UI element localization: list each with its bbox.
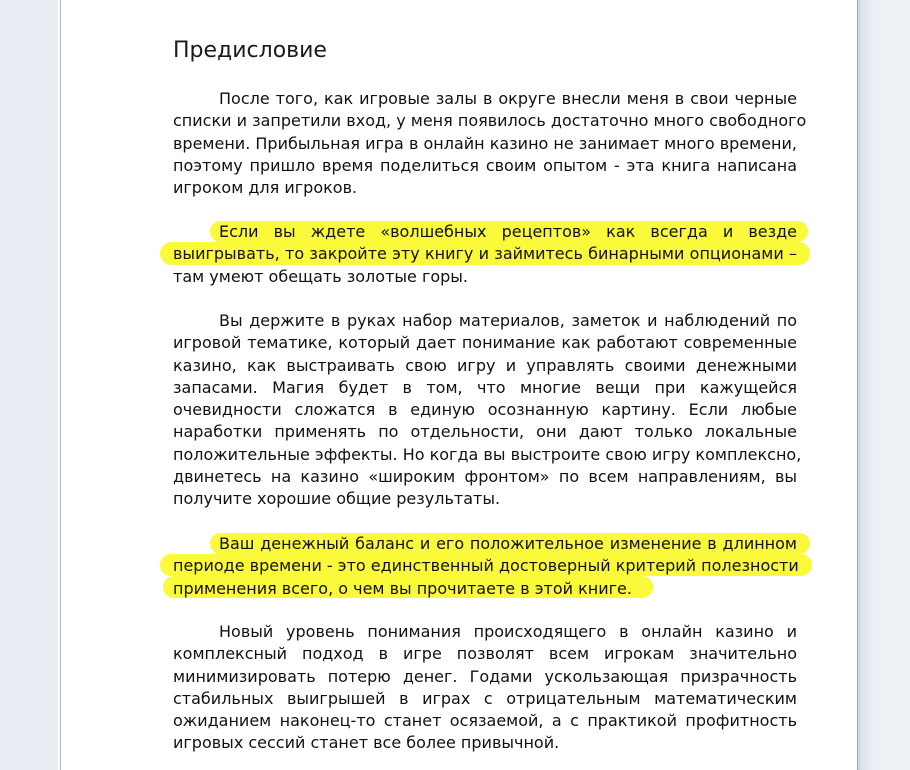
paragraph-highlighted-1 (173, 221, 797, 288)
paragraph-preface-3 (173, 621, 797, 755)
text-line: После того, как игровые залы в округе внесли меня в свои черные (219, 89, 797, 108)
text-line: применения всего, о чем вы прочитаете в этой книге. (173, 578, 632, 598)
text-line: поэтому пришло время поделиться своим опытом - эта книга написана (173, 155, 797, 175)
text-line: игровой тематике, который дает понимание как работают современные (173, 333, 797, 353)
text-line: наработки применять по отдельности, они дают только локальные (173, 422, 797, 442)
text-line: выигрывать, то закройте эту книгу и займитесь бинарными опционами – (173, 244, 797, 264)
document-heading: Предисловие (173, 38, 327, 63)
paragraph-highlighted-2 (173, 533, 797, 600)
paragraph-preface-1 (173, 88, 807, 199)
text-line: там умеют обещать золотые горы. (173, 266, 469, 286)
text-line: комплексный подход в игре позволят всем игрокам значительно (173, 644, 797, 664)
text-line: двинетесь на казино «широким фронтом» по всем направлениям, вы (173, 467, 797, 487)
text-line: времени. Прибыльная игра в онлайн казино не занимает много времени, (173, 133, 797, 153)
text-line: ожиданием наконец-то станет осязаемой, а с практикой профитность (173, 711, 797, 731)
workspace-right-margin (856, 0, 910, 770)
text-line: стабильных выигрышей в играх с отрицательным математическим (173, 688, 797, 708)
text-line: Ваш денежный баланс и его положительное изменение в длинном (219, 534, 797, 553)
text-line: списки и запретили вход, у меня появилось достаточно много свободного (173, 111, 807, 131)
paragraph-preface-2 (173, 310, 802, 511)
text-line: периоде времени - это единственный достоверный критерий полезности (173, 556, 799, 576)
text-line: минимизировать потерю денег. Годами ускользающая призрачность (173, 666, 797, 686)
text-line: очевидности сложатся в единую осознанную картину. Если любые (173, 400, 797, 420)
text-line: казино, как выстраивать свою игру и управлять своими денежными (173, 355, 797, 375)
text-line: Если вы ждете «волшебных рецептов» как всегда и везде (219, 222, 797, 241)
text-line: Вы держите в руках набор материалов, заметок и наблюдений по (219, 311, 797, 330)
text-line: получите хорошие общие результаты. (173, 489, 501, 509)
workspace-left-margin (0, 0, 58, 770)
text-line: игровых сессий станет все более привычной. (173, 733, 560, 753)
text-line: положительные эффекты. Но когда вы выстроите свою игру комплексно, (173, 444, 802, 464)
text-line: игроком для игроков. (173, 178, 358, 198)
text-line: запасами. Магия будет в том, что многие вещи при кажущейся (173, 377, 797, 397)
text-line: Новый уровень понимания происходящего в онлайн казино и (219, 622, 797, 641)
